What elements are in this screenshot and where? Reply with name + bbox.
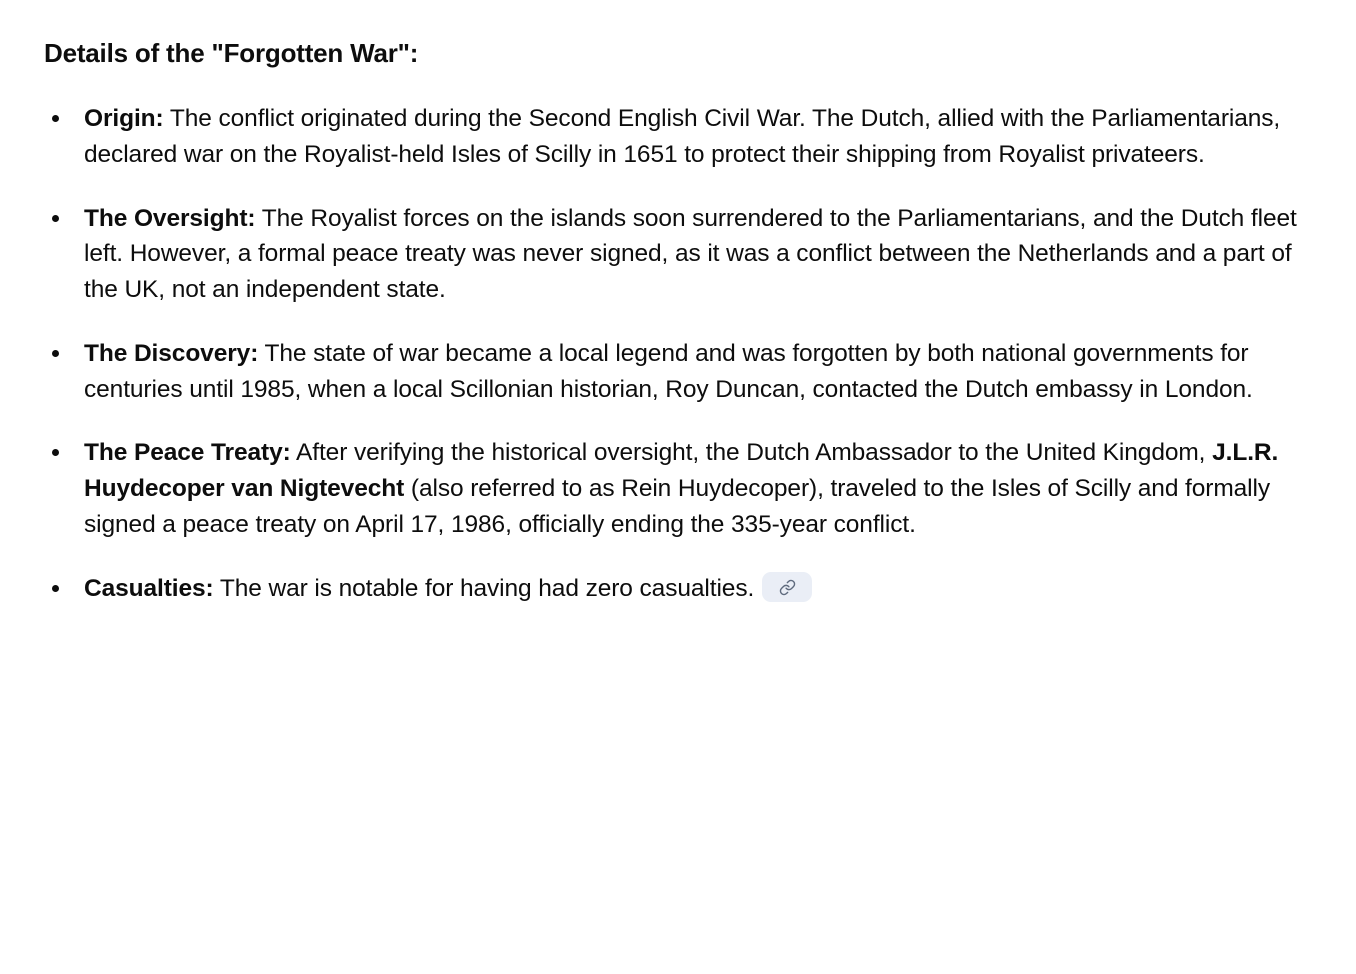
list-item: [44, 101, 1308, 173]
list-item-lead: The Discovery:: [84, 339, 259, 367]
citation-chip[interactable]: [762, 572, 812, 602]
list-item-text: The state of war became a local legend and was forgotten by both national governments for centuries until 1985, when a local Scillonian historian, Roy Duncan, contacted the Dutch embassy in London.: [84, 339, 1253, 403]
list-item: [44, 435, 1308, 542]
list-item-text: The conflict originated during the Second English Civil War. The Dutch, allied with the Parliamentarians, declared war on the Royalist-held Isles of Scilly in 1651 to protect their shipping from Royalist privateers.: [84, 105, 1281, 168]
list-item: [44, 201, 1308, 308]
list-item-lead: Origin:: [84, 105, 164, 133]
list-item-text-continued: (also referred to as Rein Huydecoper), traveled to the Isles of Scilly and formally signed a peace treaty on April 17, 1986, officially ending the 335-year conflict.: [84, 475, 1271, 538]
list-item-text: After verifying the historical oversight, the Dutch Ambassador to the United Kingdom,: [290, 439, 1213, 467]
list-item-lead: Casualties:: [84, 574, 214, 602]
list-item-emphasis: J.L.R. Huydecoper van Nigtevecht: [84, 439, 1279, 503]
page-title: Details of the "Forgotten War":: [44, 38, 419, 68]
list-item-lead: The Peace Treaty:: [84, 439, 291, 467]
link-icon: [779, 579, 796, 596]
list-item: [44, 571, 1308, 607]
list-item-text: The Royalist forces on the islands soon surrendered to the Parliamentarians, and the Dutch fleet left. However, a formal peace treaty was never signed, as it was a conflict between the Netherlands and a part of the UK, not an independent state.: [84, 204, 1297, 304]
list-item-lead: The Oversight:: [84, 204, 256, 232]
list-item-text: The war is notable for having had zero casualties.: [213, 574, 755, 602]
list-item: [44, 336, 1308, 408]
details-list: [44, 101, 1308, 606]
